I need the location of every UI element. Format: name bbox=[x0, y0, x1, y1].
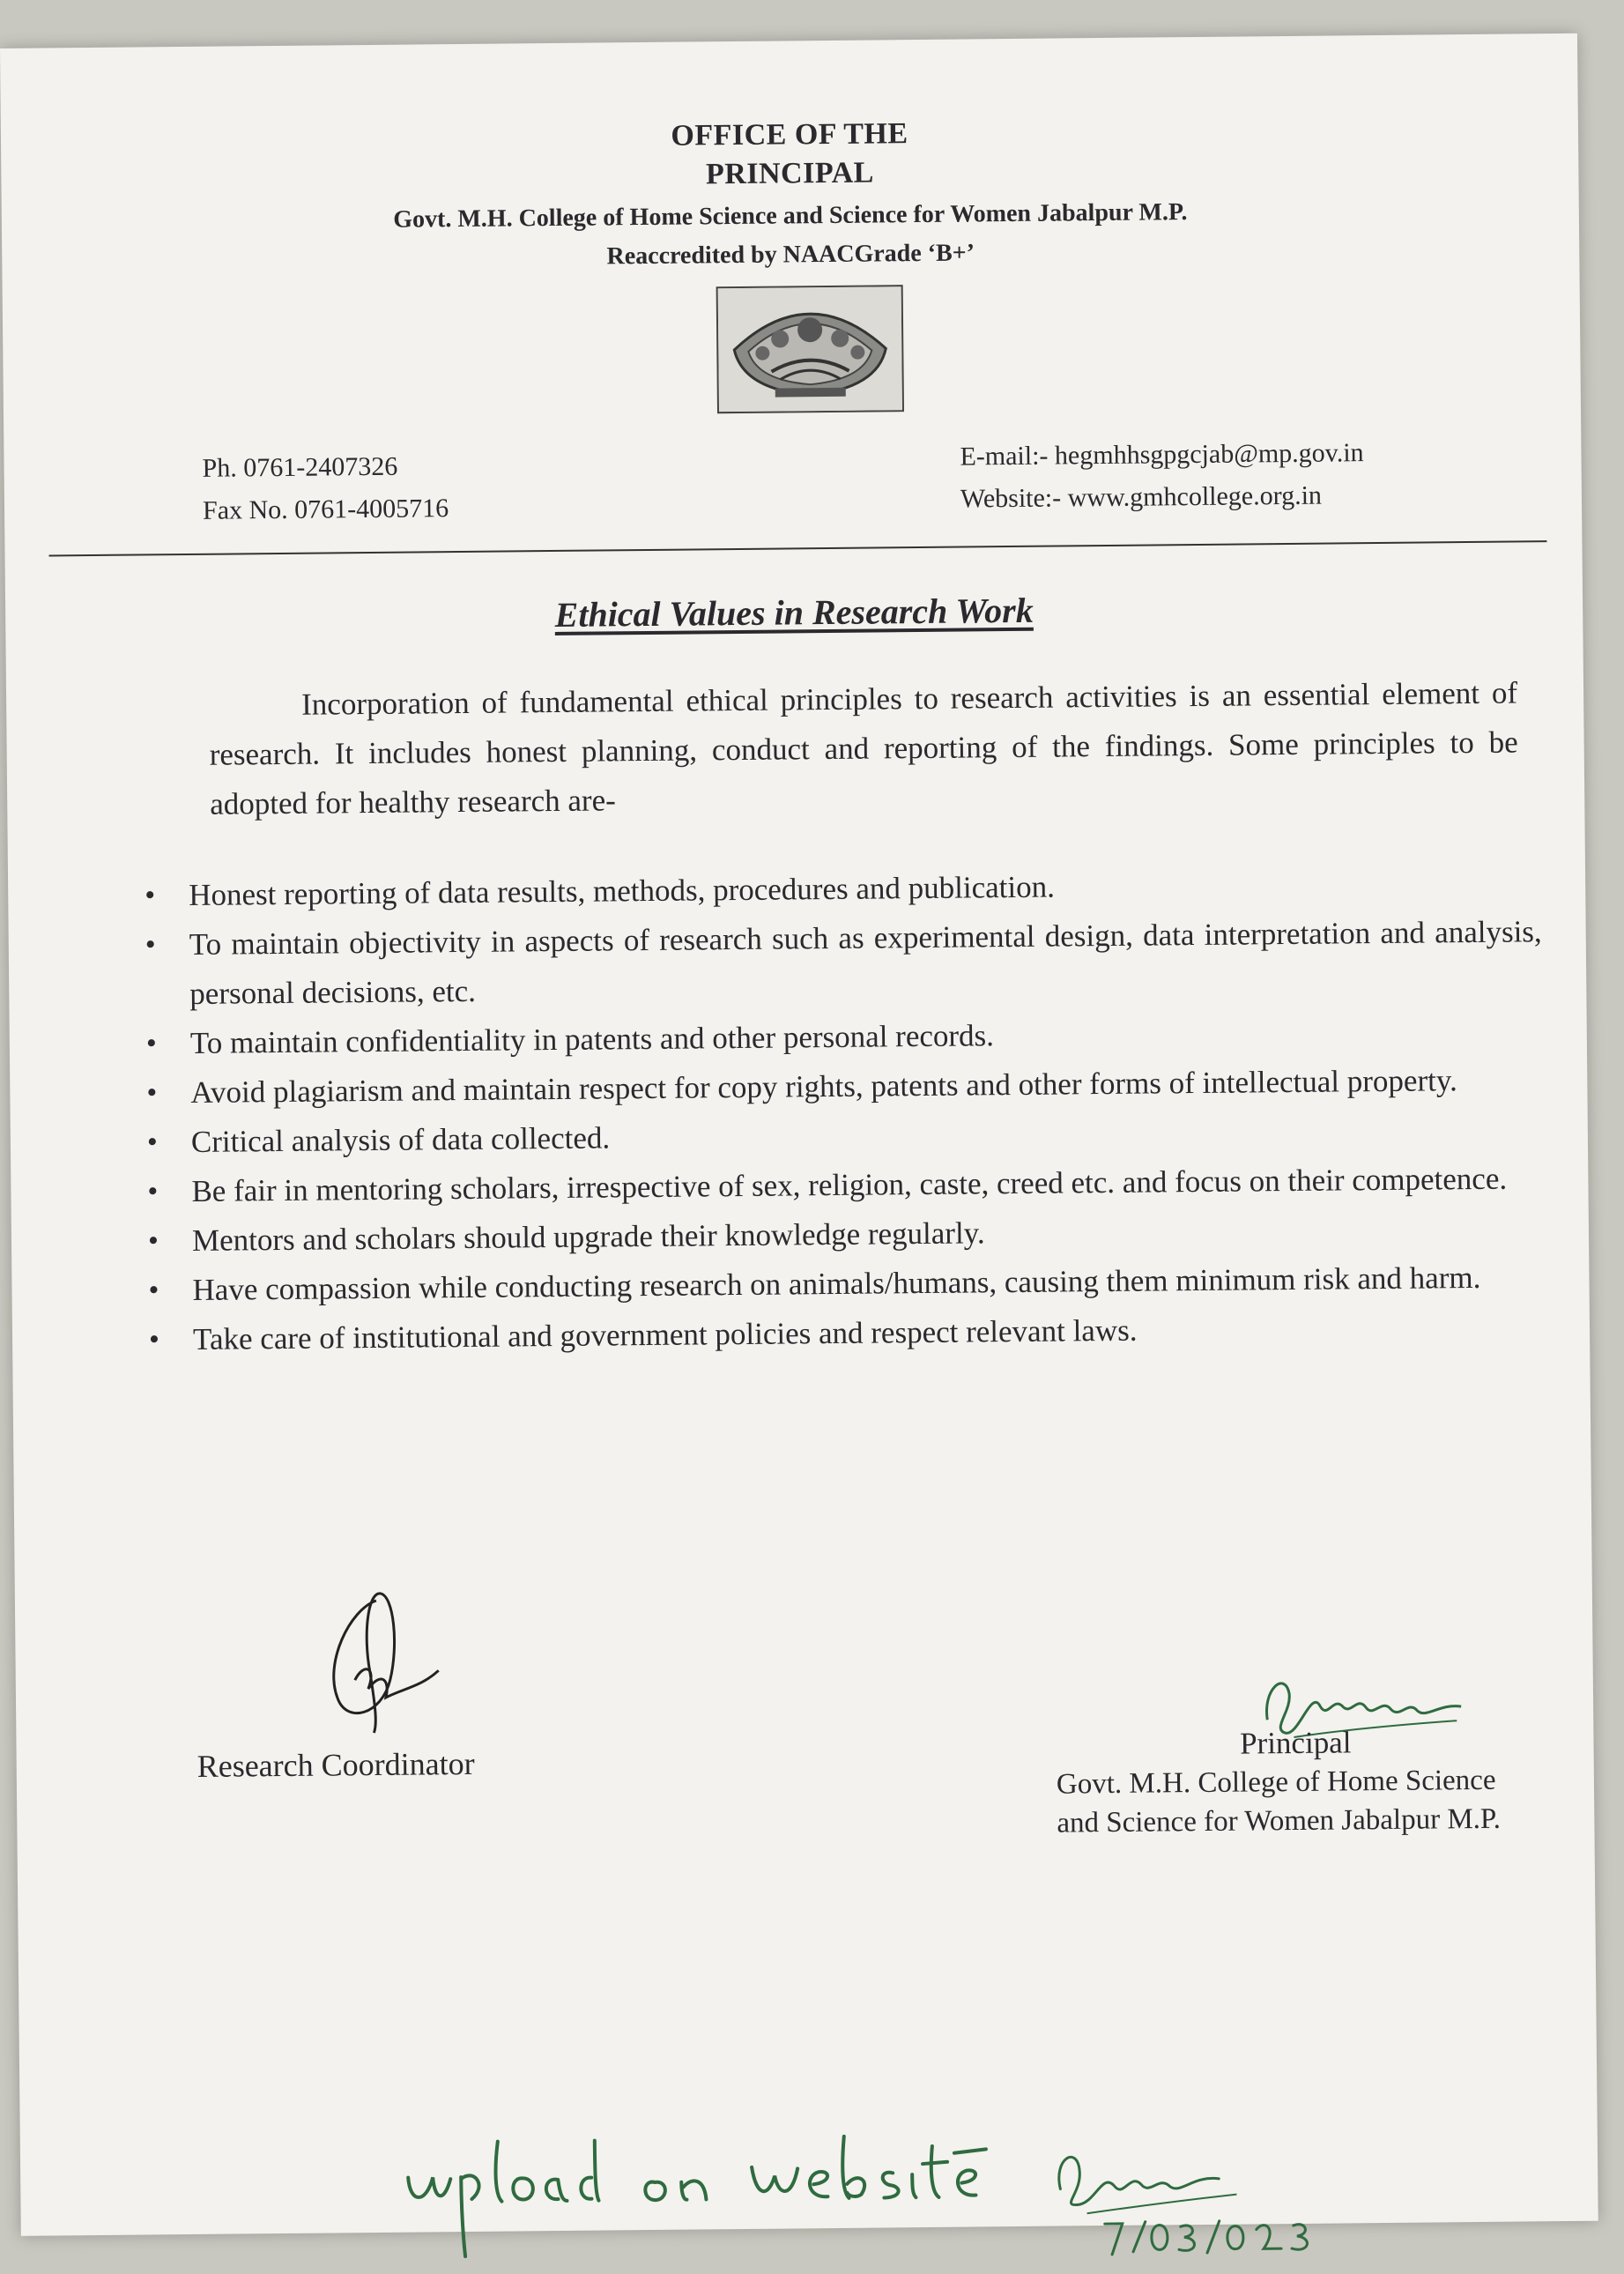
principal-title: Principal bbox=[1239, 1725, 1352, 1761]
principles-list bbox=[189, 858, 1546, 1364]
list-item: • To maintain objectivity in aspects of research such as experimental design, data interpretation and analysis, personal decisions, etc. bbox=[189, 907, 1543, 1019]
principal-org-line-2: and Science for Women Jabalpur M.P. bbox=[1057, 1802, 1502, 1839]
college-emblem-icon bbox=[716, 285, 904, 413]
letter-page bbox=[0, 33, 1598, 2236]
principal-org-line-1: Govt. M.H. College of Home Science bbox=[1056, 1764, 1496, 1801]
list-item: • Take care of institutional and government policies and respect relevant laws. bbox=[193, 1302, 1546, 1364]
list-item: • Honest reporting of data results, methods, procedures and publication. bbox=[189, 858, 1541, 920]
handwritten-note bbox=[390, 2107, 1361, 2266]
fax-number: Fax No. 0761-4005716 bbox=[202, 494, 449, 525]
contact-phone-fax bbox=[202, 445, 449, 532]
letterhead-office bbox=[1, 108, 1579, 201]
list-item: • Be fair in mentoring scholars, irrespective of sex, religion, caste, creed etc. and focus on their competence. bbox=[191, 1154, 1544, 1216]
list-item: • Critical analysis of data collected. bbox=[191, 1104, 1544, 1167]
coordinator-label: Research Coordinator bbox=[197, 1745, 475, 1784]
principal-block bbox=[1056, 1722, 1501, 1843]
phone-number: Ph. 0761-2407326 bbox=[202, 451, 398, 483]
document-title: Ethical Values in Research Work bbox=[554, 590, 1034, 635]
letterhead-college bbox=[2, 190, 1580, 282]
list-item: • Have compassion while conducting research on animals/humans, causing them minimum risk and harm. bbox=[192, 1252, 1545, 1315]
contact-email-website bbox=[960, 432, 1364, 520]
office-line-2: PRINCIPAL bbox=[705, 156, 875, 191]
email-address: E-mail:- hegmhhsgpgcjab@mp.gov.in bbox=[960, 438, 1364, 472]
list-item: • Avoid plagiarism and maintain respect for copy rights, patents and other forms of intellectual property. bbox=[190, 1055, 1543, 1118]
accreditation: Reaccredited by NAACGrade ‘B+’ bbox=[606, 239, 975, 271]
coordinator-signature bbox=[315, 1582, 457, 1738]
list-item: • Mentors and scholars should upgrade their knowledge regularly. bbox=[192, 1203, 1545, 1266]
header-divider bbox=[49, 540, 1547, 556]
college-name: Govt. M.H. College of Home Science and Science for Women Jabalpur M.P. bbox=[393, 198, 1188, 234]
website-address: Website:- www.gmhcollege.org.in bbox=[960, 480, 1323, 514]
office-line-1: OFFICE OF THE bbox=[671, 117, 908, 152]
intro-paragraph: Incorporation of fundamental ethical principles to research activities is an essential element of research. It includes honest planning, conduct and reporting of the findings. Some principles to be adopted for healthy research are- bbox=[209, 675, 1518, 821]
list-item: • To maintain confidentiality in patents and other personal records. bbox=[190, 1006, 1543, 1068]
